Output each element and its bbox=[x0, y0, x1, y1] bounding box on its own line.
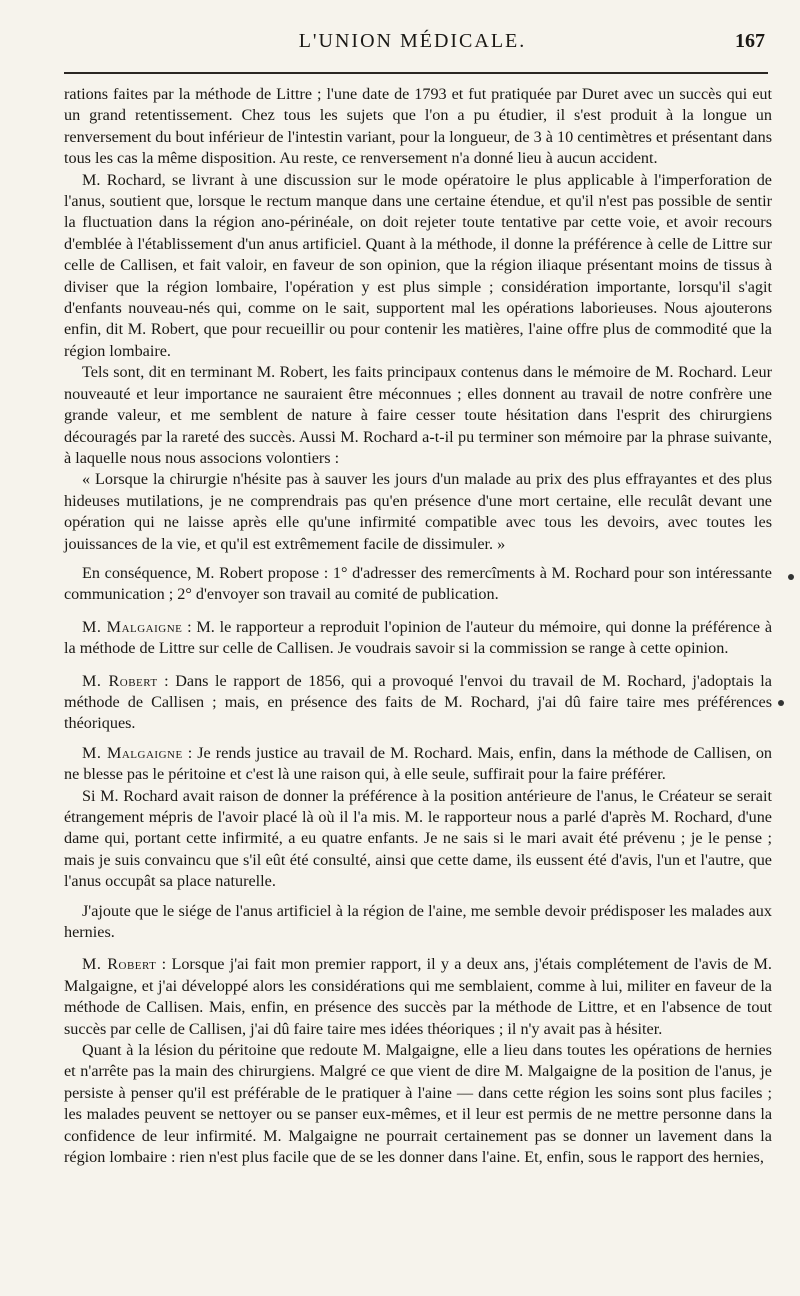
speaker-name: M. Robert bbox=[82, 955, 157, 974]
paragraph: M. Malgaigne : M. le rapporteur a reproduit l'opinion de l'auteur du mémoire, qui donne la préférence à la méthode de Littre sur celle de Callisen. Je voudrais savoir si la commission se range à cette opinion. bbox=[64, 617, 773, 658]
speaker-name: M. Robert bbox=[82, 671, 158, 690]
paragraph: M. Malgaigne : Je rends justice au travail de M. Rochard. Mais, enfin, dans la méthode de Callisen, on ne blesse pas le péritoine et c'est là une raison qui, à elle seule, suffirait pour la faire préférer. bbox=[64, 743, 773, 784]
paragraph: Tels sont, dit en terminant M. Robert, les faits principaux contenus dans le mémoire de M. Rochard. Leur nouveauté et leur importance ne sauraient être méconnues ; elles donnent au travail de notre confrère une grande valeur, et me semblent de nature à faire cesser toute hésitation dans l'esprit des chirurgiens découragés par la rareté des succès. Aussi M. Rochard a-t-il pu terminer son mémoire par la phrase suivante, à laquelle nous nous associons volontiers : bbox=[64, 363, 772, 467]
paragraph: M. Robert : Dans le rapport de 1856, qui a provoqué l'envoi du travail de M. Rochard, j'adoptais la méthode de Callisen ; mais, en présence des faits de M. Rochard, j'ai dû faire taire mes préférences théoriques. bbox=[64, 671, 772, 733]
paragraph: Si M. Rochard avait raison de donner la préférence à la position antérieure de l'anus, le Créateur se serait étrangement mépris de l'avoir placé là où il l'a mis. M. le rapporteur nous a parlé d'après M. Rochard, d'une dame qui, portant cette infirmité, a eu quatre enfants. Je ne sais si le mari avait été prévenu ; je le pense ; mais je suis convaincu que s'il eût été consulté, ainsi que cette dame, ils eussent été d'avis, l'un et l'autre, que l'anus occupât sa place naturelle. bbox=[64, 786, 772, 891]
article-body bbox=[64, 84, 772, 1169]
speaker-name: M. Malgaigne bbox=[82, 743, 183, 762]
paragraph: M. Rochard, se livrant à une discussion sur le mode opératoire le plus applicable à l'imperforation de l'anus, soutient que, lorsque le rectum manque dans une certaine étendue, et qu'il n'est pas possible de sentir la fluctuation dans la région ano-périnéale, on doit rejeter toute tentative par cette voie, et avoir recours d'emblée à l'établissement d'un anus artificiel. Quant à la méthode, il donne la préférence à celle de Littre sur celle de Callisen, et fait valoir, en faveur de son opinion, que la région iliaque présentant moins de tissus à diviser que la région lombaire, l'opération y est plus simple ; considération importante, lorsqu'il s'agit d'enfants nouveau-nés qui, comme on le sait, supportent mal les opérations laborieuses. Nous ajouterons enfin, dit M. Robert, que pour recueillir ou pour contenir les matières, l'aine offre plus de commodité que la région lombaire. bbox=[64, 170, 772, 360]
quotation: « Lorsque la chirurgie n'hésite pas à sauver les jours d'un malade au prix des plus effrayantes et des plus hideuses mutilations, je ne comprendrais pas qu'en présence d'une mort certaine, elle reculât devant une opération qui ne laisse après elle qu'une infirmité compatible avec tous les devoirs, avec toutes les jouissances de la vie, et qu'il est extrêmement facile de dissimuler. » bbox=[64, 470, 772, 553]
page-header bbox=[60, 30, 765, 56]
page-number: 167 bbox=[735, 30, 765, 52]
ink-speck bbox=[778, 700, 784, 706]
paragraph: M. Robert : Lorsque j'ai fait mon premier rapport, il y a deux ans, j'étais complétement de l'avis de M. Malgaigne, et j'ai développé alors les considérations qui me semblaient, comme à lui, militer en faveur de la méthode de Callisen. Mais, enfin, en présence des succès par la méthode de Littre, et en l'absence de tout succès par celle de Callisen, j'ai dû faire taire mes idées théoriques ; il n'y avait pas à hésiter. bbox=[64, 955, 772, 1038]
paragraph: rations faites par la méthode de Littre ; l'une date de 1793 et fut pratiquée par Duret avec un succès qui eut un grand retentissement. Chez tous les sujets que l'on a pu étudier, il s'est produit à la longue un renversement du bout inférieur de l'intestin variant, pour la longueur, de 3 à 10 centimètres et présentant dans tous les cas la même disposition. Au reste, ce renversement n'a donné lieu à aucun accident. bbox=[64, 85, 772, 168]
paragraph: En conséquence, M. Robert propose : 1° d'adresser des remercîments à M. Rochard pour son intéressante communication ; 2° d'envoyer son travail au comité de publication. bbox=[64, 563, 772, 604]
header-rule bbox=[64, 72, 768, 74]
speaker-name: M. Malgaigne bbox=[82, 617, 183, 636]
running-title: L'UNION MÉDICALE. bbox=[298, 30, 527, 52]
paragraph: J'ajoute que le siége de l'anus artificiel à la région de l'aine, me semble devoir prédisposer les malades aux hernies. bbox=[64, 901, 772, 942]
ink-speck bbox=[788, 574, 794, 580]
paragraph: Quant à la lésion du péritoine que redoute M. Malgaigne, elle a lieu dans toutes les opérations de hernies et n'arrête pas la main des chirurgiens. Malgré ce que vient de dire M. Malgaigne de la position de l'anus, je persiste à penser qu'il est préférable de le pratiquer à l'aine — dans cette région les soins sont plus faciles ; les malades peuvent se nettoyer ou se panser eux-mêmes, et il leur est permis de ne mettre personne dans la confidence de leur infirmité. M. Malgaigne ne pourrait certainement pas se donner un lavement dans la région lombaire : rien n'est plus facile que de se les donner dans l'aine. Et, enfin, sous le rapport des hernies, bbox=[64, 1041, 772, 1167]
